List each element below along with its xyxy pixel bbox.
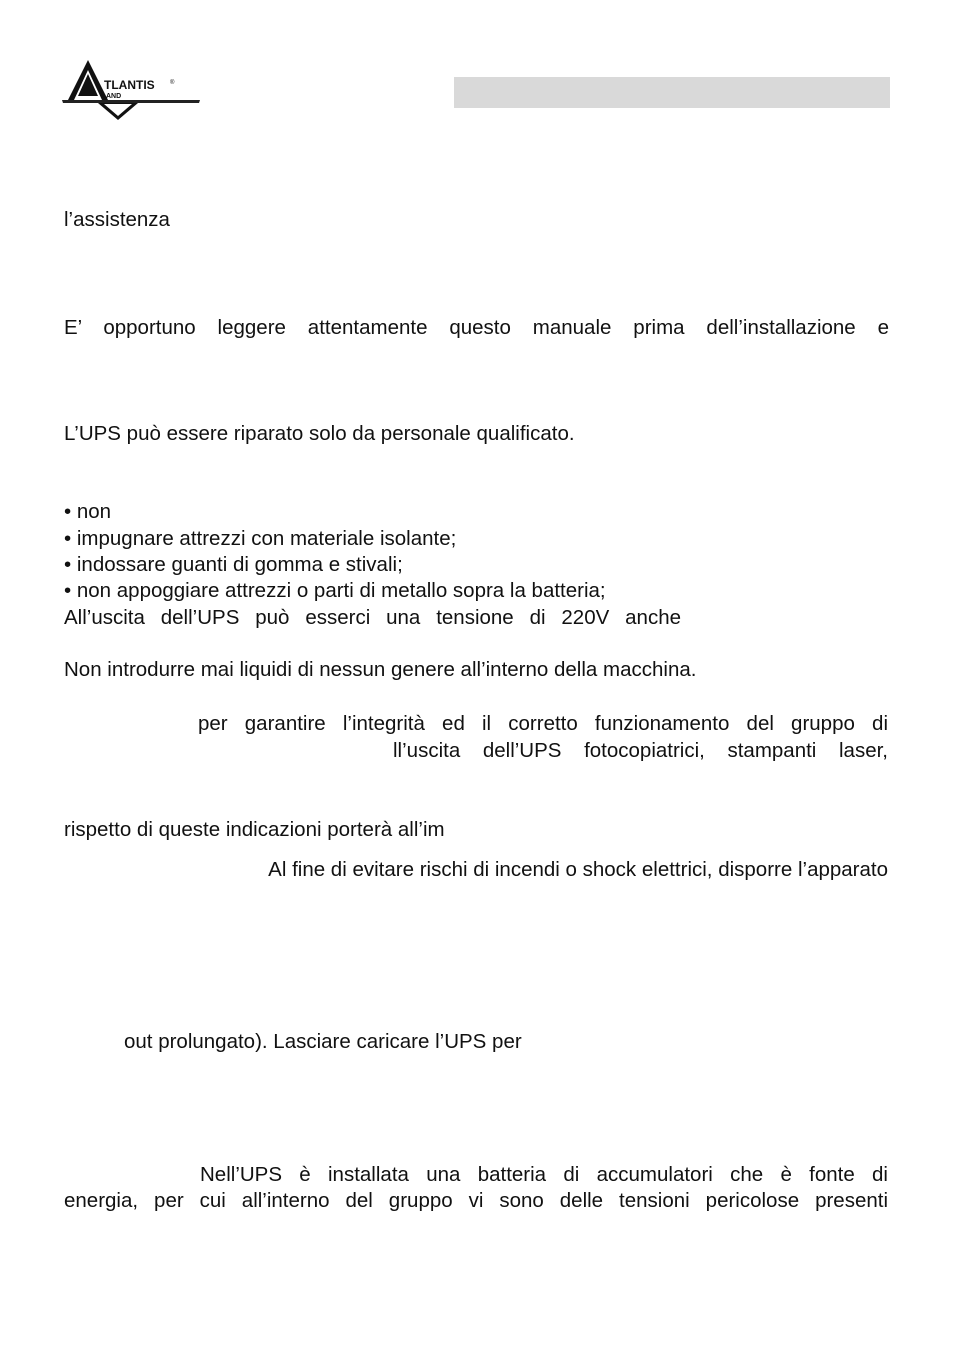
text-line: out prolungato). Lasciare caricare l’UPS per [124, 1030, 522, 1053]
text-line: L’UPS può essere riparato solo da personale qualificato. [64, 422, 575, 445]
svg-text:®: ® [170, 80, 175, 86]
text-line: l’assistenza [64, 208, 170, 231]
bullet-item: • non appoggiare attrezzi o parti di metallo sopra la batteria; [64, 579, 606, 602]
text-line: Al fine di evitare rischi di incendi o shock elettrici, disporre l’apparato [268, 858, 888, 881]
text-line: energia, per cui all’interno del gruppo vi sono delle tensioni pericolose presenti [64, 1189, 888, 1212]
atlantis-land-logo [60, 56, 202, 122]
text-line: All’uscita dell’UPS può esserci una tensione di 220V anche [64, 606, 681, 629]
bullet-item: • impugnare attrezzi con materiale isolante; [64, 527, 457, 550]
text-line: Non introdurre mai liquidi di nessun genere all’interno della macchina. [64, 658, 697, 681]
header-bar [454, 77, 890, 108]
text-line: rispetto di queste indicazioni porterà all’im [64, 818, 445, 841]
svg-text:TLANTIS: TLANTIS [104, 78, 155, 92]
text-line: per garantire l’integrità ed il corretto funzionamento del gruppo di [198, 712, 888, 735]
bullet-item: • indossare guanti di gomma e stivali; [64, 553, 403, 576]
text-line: Nell’UPS è installata una batteria di accumulatori che è fonte di [200, 1163, 888, 1186]
text-line: E’ opportuno leggere attentamente questo manuale prima dell’installazione e [64, 316, 889, 339]
svg-text:AND: AND [106, 93, 122, 100]
bullet-item: • non [64, 500, 112, 523]
text-line: ll’uscita dell’UPS fotocopiatrici, stampanti laser, [393, 739, 888, 762]
